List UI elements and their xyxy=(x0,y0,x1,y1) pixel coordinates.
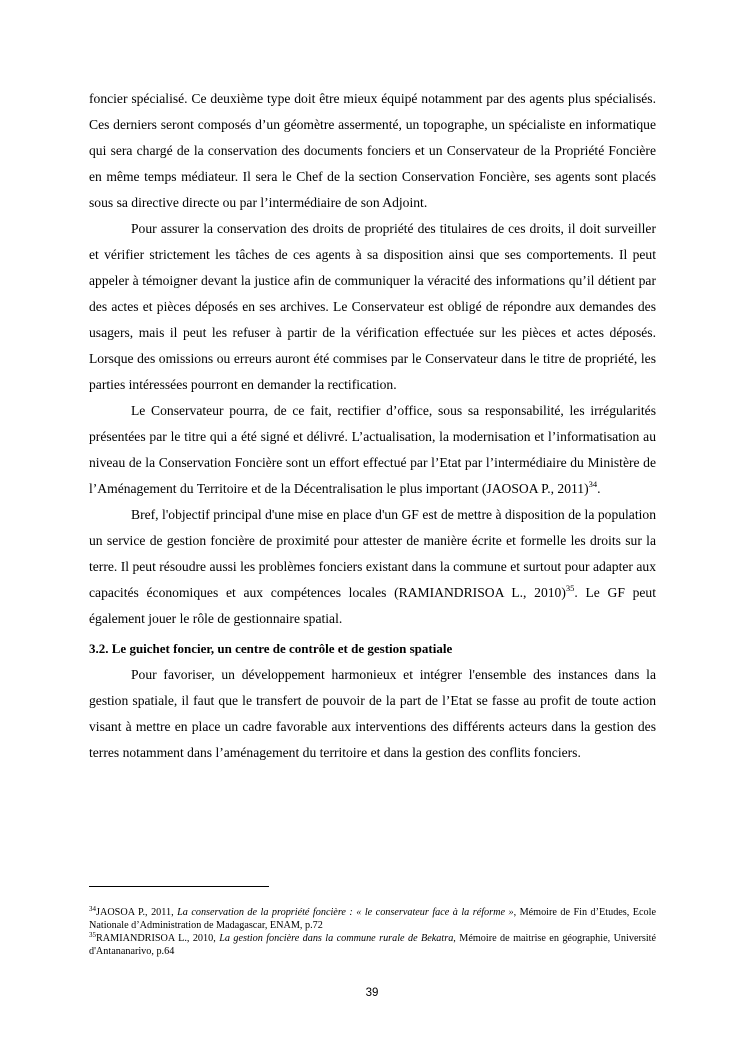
paragraph-4 xyxy=(89,502,656,632)
paragraph-5: Pour favoriser, un développement harmonieux et intégrer l'ensemble des instances dans la gestion spatiale, il faut que le transfert de pouvoir de la part de l’Etat se fasse au profit de toute action visant à mettre en place un cadre favorable aux interventions des différents acteurs dans la gestion des terres notamment dans l’aménagement du territoire et dans la gestion des conflits fonciers. xyxy=(89,667,656,760)
footnote-number: 35 xyxy=(89,931,96,939)
paragraph-2: Pour assurer la conservation des droits de propriété des titulaires de ces droits, il doit surveiller et vérifier strictement les tâches de ces agents à sa disposition ainsi que ses comportements. Il peut appeler à témoigner devant la justice afin de communiquer la véracité des informations qu’il détient par des actes et pièces déposés en ses archives. Le Conservateur est obligé de répondre aux demandes des usagers, mais il peut les refuser à partir de la vérification effectuée sur les pièces et actes déposés. Lorsque des omissions ou erreurs auront été commises par le Conservateur dans le titre de propriété, les parties intéressées pourront en demander la rectification. xyxy=(89,221,656,392)
paragraph-3 xyxy=(89,398,656,502)
footnote-title: La gestion foncière dans la commune rurale de Bekatra xyxy=(219,933,454,944)
paragraph-1: foncier spécialisé. Ce deuxième type doit être mieux équipé notamment par des agents plus spécialisés. Ces derniers seront composés d’un géomètre assermenté, un topographe, un spécialiste en informatique qui sera chargé de la conservation des documents fonciers et un Conservateur de la Propriété Foncière en même temps médiateur. Il sera le Chef de la section Conservation Foncière, ses agents sont placés sous sa directive directe ou par l’intermédiaire de son Adjoint. xyxy=(89,91,656,210)
footnote-ref-34[interactable]: 34 xyxy=(588,479,598,489)
footnote-divider xyxy=(89,886,269,887)
footnotes xyxy=(89,906,656,958)
page-number: 39 xyxy=(365,987,379,999)
paragraph-3-end: . xyxy=(597,481,601,496)
footnote-details: , Mémoire de Fin d’Etudes, Ecole Nationale d’Administration de Madagascar, ENAM, p.72 xyxy=(89,907,656,931)
section-heading: 3.2. Le guichet foncier, un centre de contrôle et de gestion spatiale xyxy=(89,641,453,656)
footnote-34 xyxy=(89,906,656,932)
footnote-number: 34 xyxy=(89,905,96,913)
paragraph-3-text: Le Conservateur pourra, de ce fait, rectifier d’office, sous sa responsabilité, les irrégularités présentées par le titre qui a été signé et délivré. L’actualisation, la modernisation et l’informatisation au niveau de la Conservation Foncière sont un effort effectué par l’Etat par l’intermédiaire du Ministère de l’Aménagement du Territoire et de la Décentralisation le plus important (JAOSOA P., 2011) xyxy=(89,403,656,496)
footnote-author: JAOSOA P., 2011, xyxy=(96,907,178,918)
footnote-author: RAMIANDRISOA L., 2010, xyxy=(96,933,220,944)
paragraph-4-text: Bref, l'objectif principal d'une mise en place d'un GF est de mettre à disposition de la population un service de gestion foncière de proximité pour attester de manière écrite et formelle les droits sur la terre. Il peut résoudre aussi les problèmes fonciers existant dans la commune et surtout pour adapter aux capacités économiques et aux compétences locales (RAMIANDRISOA L., 2010) xyxy=(89,507,656,600)
footnote-35 xyxy=(89,932,656,958)
footnote-title: La conservation de la propriété foncière : « le conservateur face à la réforme » xyxy=(177,907,514,918)
body-text xyxy=(89,86,656,766)
paragraph-4-end: . Le GF peut également jouer le rôle de gestionnaire spatial. xyxy=(89,585,656,626)
footnote-details: , Mémoire de maitrise en géographie, Université d'Antananarivo, p.64 xyxy=(89,933,656,957)
footnote-ref-35[interactable]: 35 xyxy=(565,583,575,593)
